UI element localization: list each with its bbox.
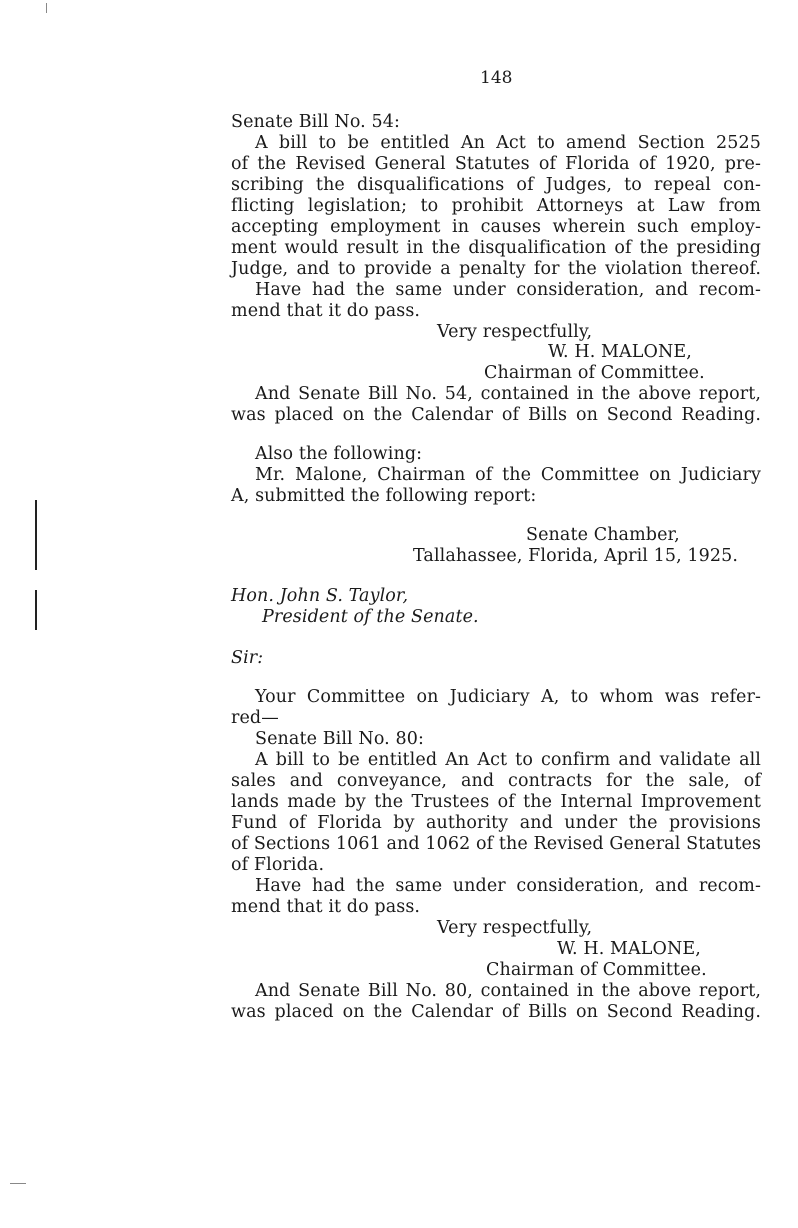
bill-text-line: was placed on the Calendar of Bills on Second Reading. (231, 1002, 761, 1022)
bill-text-line: mend that it do pass. (231, 897, 421, 917)
signer-title: Chairman of Committee. (484, 363, 705, 383)
bill-text-line: of the Revised General Statutes of Florida of 1920, pre- (231, 154, 761, 174)
bill-text-line: lands made by the Trustees of the Internal Improvement (231, 792, 761, 812)
page-number: 148 (480, 68, 513, 88)
bill-text-line: A bill to be entitled An Act to amend Section 2525 (255, 133, 761, 153)
bill-text-line: of Florida. (231, 855, 325, 875)
signer-title: Chairman of Committee. (486, 960, 707, 980)
dateline-place: Senate Chamber, (526, 525, 680, 545)
margin-mark (35, 500, 37, 570)
addressee-name: Hon. John S. Taylor, (231, 586, 409, 606)
scan-speck (46, 3, 47, 13)
bill-heading: Senate Bill No. 80: (255, 729, 424, 749)
signer-name: W. H. MALONE, (548, 342, 692, 362)
bill-text-line: red— (231, 708, 279, 728)
bill-text-line: A bill to be entitled An Act to confirm and validate all (255, 750, 761, 770)
bill-text-line: Have had the same under consideration, and recom- (255, 876, 761, 896)
intro-line: Mr. Malone, Chairman of the Committee on Judiciary (255, 465, 761, 485)
bill-text-line: of Sections 1061 and 1062 of the Revised General Statutes (231, 834, 762, 854)
margin-mark (35, 590, 37, 630)
signer-name: W. H. MALONE, (557, 939, 701, 959)
bill-text-line: Fund of Florida by authority and under the provisions (231, 813, 761, 833)
bill-text-line: sales and conveyance, and contracts for the sale, of (231, 771, 761, 791)
bill-text-line: scribing the disqualifications of Judges, to repeal con- (231, 175, 761, 195)
closing: Very respectfully, (437, 322, 593, 342)
bill-text-line: flicting legislation; to prohibit Attorneys at Law from (231, 196, 761, 216)
intro-line: A, submitted the following report: (231, 486, 537, 506)
bill-text-line: And Senate Bill No. 54, contained in the above report, (255, 384, 761, 404)
bill-text-line: ment would result in the disqualification of the presiding (231, 238, 761, 258)
scan-speck (10, 1183, 26, 1184)
intro-line: Also the following: (255, 444, 423, 464)
bill-text-line: And Senate Bill No. 80, contained in the above report, (255, 981, 761, 1001)
bill-text-line: mend that it do pass. (231, 301, 421, 321)
addressee-title: President of the Senate. (262, 607, 479, 627)
closing: Very respectfully, (437, 918, 593, 938)
bill-text-line: was placed on the Calendar of Bills on Second Reading. (231, 405, 761, 425)
dateline-date: Tallahassee, Florida, April 15, 1925. (413, 546, 739, 566)
bill-text-line: Have had the same under consideration, and recom- (255, 280, 761, 300)
bill-text-line: Judge, and to provide a penalty for the violation thereof. (231, 259, 761, 279)
bill-text-line: Your Committee on Judiciary A, to whom was refer- (255, 687, 761, 707)
bill-heading: Senate Bill No. 54: (231, 112, 400, 132)
bill-text-line: accepting employment in causes wherein such employ- (231, 217, 761, 237)
salutation-sir: Sir: (231, 648, 264, 668)
